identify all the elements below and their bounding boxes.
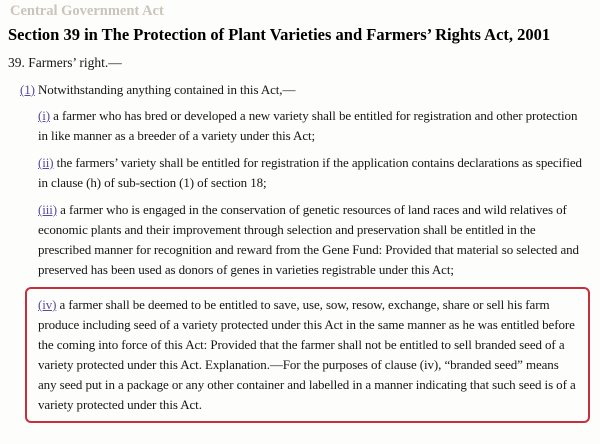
subclause-iii-link[interactable]: (iii) bbox=[38, 202, 57, 217]
subclause-iii bbox=[38, 200, 588, 280]
clause-1 bbox=[20, 80, 590, 100]
subclause-ii-link[interactable]: (ii) bbox=[38, 155, 54, 170]
subclause-i-text: a farmer who has bred or developed a new variety shall be entitled for registration and other protection in like manner as a breeder of a variety under this Act; bbox=[38, 108, 578, 143]
clause-1-link[interactable]: (1) bbox=[20, 82, 35, 97]
subclause-iii-text: a farmer who is engaged in the conservation of genetic resources of land races and wild relatives of economic plants and their improvement through selection and preservation shall be entitled in the prescribed manner for recognition and reward from the Gene Fund: Provided that material so selected and preserved has been used as donors of genes in varieties registrable under this Act; bbox=[38, 202, 579, 277]
section-heading: 39. Farmers’ right.— bbox=[8, 55, 122, 70]
subclause-ii-text: the farmers’ variety shall be entitled for registration if the application contains declarations as specified in clause (h) of sub-section (1) of section 18; bbox=[38, 155, 582, 190]
page-title: Section 39 in The Protection of Plant Varieties and Farmers’ Rights Act, 2001 bbox=[8, 25, 551, 44]
subclause-i-link[interactable]: (i) bbox=[38, 108, 50, 123]
doc-type-label: Central Government Act bbox=[10, 3, 164, 19]
subclause-iv-link[interactable]: (iv) bbox=[38, 297, 57, 312]
subclause-ii bbox=[38, 153, 588, 193]
subclause-iv bbox=[38, 295, 578, 415]
clause-1-text: Notwithstanding anything contained in this Act,— bbox=[38, 82, 296, 97]
subclause-iv-text: a farmer shall be deemed to be entitled to save, use, sow, resow, exchange, share or sell his farm produce including seed of a variety protected under this Act in the same manner as he was entitled before the coming into force of this Act: Provided that the farmer shall not be entitled to sell branded seed of a variety protected under this Act. Explanation.—For the purposes of clause (iv), “branded seed” means any seed put in a package or any other container and labelled in a manner indicating that such seed is of a variety protected under this Act. bbox=[38, 297, 576, 412]
subclause-i bbox=[38, 106, 588, 146]
highlight-box bbox=[25, 287, 590, 423]
